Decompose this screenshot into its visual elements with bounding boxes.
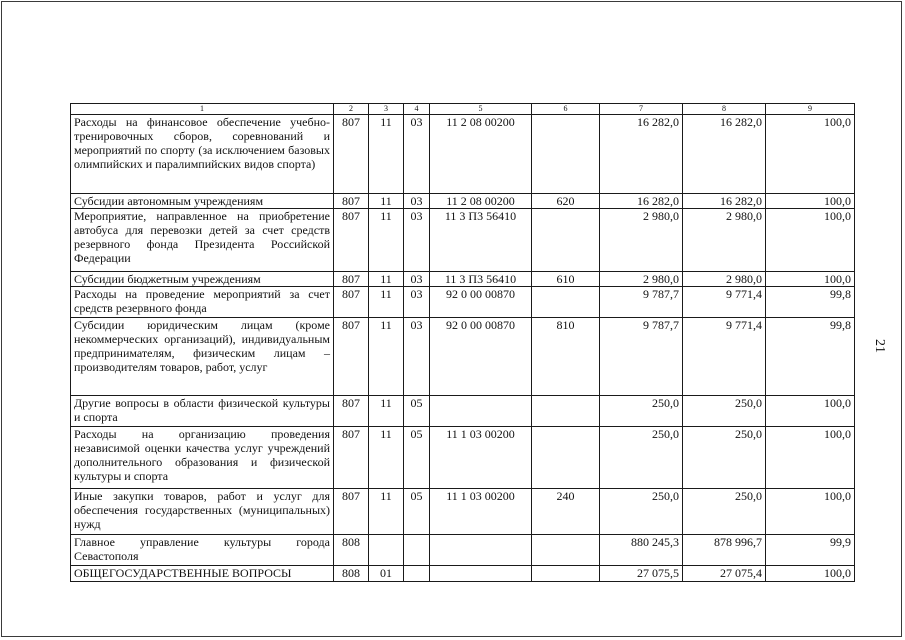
- section-cell: 11: [369, 272, 404, 287]
- section-cell: 11: [369, 396, 404, 427]
- actual-amount-cell: 9 771,4: [683, 287, 766, 318]
- planned-amount-cell: 27 075,5: [600, 566, 683, 582]
- ministry-code-cell: 807: [334, 318, 369, 396]
- row-name-cell: Мероприятие, направленное на приобретение автобуса для перевозки детей за счет средств резервного фонда Президента Российской Федерации: [71, 209, 334, 272]
- row-name-cell: Другие вопросы в области физической культуры и спорта: [71, 396, 334, 427]
- target-article-cell: [430, 396, 532, 427]
- expense-type-cell: 810: [532, 318, 600, 396]
- target-article-cell: 11 3 П3 56410: [430, 209, 532, 272]
- table-row: [71, 115, 855, 194]
- planned-amount-cell: 250,0: [600, 489, 683, 535]
- planned-amount-cell: 16 282,0: [600, 115, 683, 194]
- actual-amount-cell: 250,0: [683, 396, 766, 427]
- subsection-cell: [404, 566, 430, 582]
- execution-percent-cell: 100,0: [766, 272, 855, 287]
- table-row: [71, 566, 855, 582]
- subsection-cell: 03: [404, 318, 430, 396]
- planned-amount-cell: 250,0: [600, 427, 683, 489]
- target-article-cell: 11 1 03 00200: [430, 489, 532, 535]
- expense-type-cell: 610: [532, 272, 600, 287]
- expense-type-cell: [532, 209, 600, 272]
- target-article-cell: [430, 566, 532, 582]
- expense-type-cell: [532, 115, 600, 194]
- planned-amount-cell: 9 787,7: [600, 318, 683, 396]
- expense-type-cell: 620: [532, 194, 600, 209]
- expense-type-cell: [532, 535, 600, 566]
- actual-amount-cell: 878 996,7: [683, 535, 766, 566]
- header-cell: 2: [334, 104, 369, 115]
- planned-amount-cell: 2 980,0: [600, 209, 683, 272]
- header-cell: 1: [71, 104, 334, 115]
- actual-amount-cell: 27 075,4: [683, 566, 766, 582]
- ministry-code-cell: 807: [334, 287, 369, 318]
- section-cell: 11: [369, 115, 404, 194]
- row-name-cell: Расходы на финансовое обеспечение учебно-тренировочных сборов, соревнований и мероприятий по спорту (за исключением базовых олимпийских и паралимпийских видов спорта): [71, 115, 334, 194]
- row-name-cell: Расходы на организацию проведения независимой оценки качества услуг учреждений дополнительного образования и физической культуры и спорта: [71, 427, 334, 489]
- actual-amount-cell: 250,0: [683, 489, 766, 535]
- execution-percent-cell: 100,0: [766, 194, 855, 209]
- row-name-cell: Расходы на проведение мероприятий за счет средств резервного фонда: [71, 287, 334, 318]
- target-article-cell: 11 2 08 00200: [430, 194, 532, 209]
- expense-type-cell: [532, 566, 600, 582]
- section-cell: 01: [369, 566, 404, 582]
- target-article-cell: [430, 535, 532, 566]
- subsection-cell: 03: [404, 287, 430, 318]
- subsection-cell: 03: [404, 115, 430, 194]
- execution-percent-cell: 100,0: [766, 566, 855, 582]
- table-row: [71, 209, 855, 272]
- execution-percent-cell: 100,0: [766, 489, 855, 535]
- planned-amount-cell: 2 980,0: [600, 272, 683, 287]
- section-cell: [369, 535, 404, 566]
- page-number: 21: [872, 339, 887, 353]
- actual-amount-cell: 250,0: [683, 427, 766, 489]
- actual-amount-cell: 2 980,0: [683, 209, 766, 272]
- header-cell: 9: [766, 104, 855, 115]
- table-row: [71, 396, 855, 427]
- section-cell: 11: [369, 318, 404, 396]
- ministry-code-cell: 807: [334, 115, 369, 194]
- expense-type-cell: [532, 287, 600, 318]
- ministry-code-cell: 807: [334, 427, 369, 489]
- execution-percent-cell: 100,0: [766, 396, 855, 427]
- section-cell: 11: [369, 489, 404, 535]
- table-row: [71, 272, 855, 287]
- subsection-cell: 05: [404, 489, 430, 535]
- ministry-code-cell: 808: [334, 566, 369, 582]
- ministry-code-cell: 807: [334, 209, 369, 272]
- ministry-code-cell: 807: [334, 396, 369, 427]
- ministry-code-cell: 808: [334, 535, 369, 566]
- target-article-cell: 92 0 00 00870: [430, 318, 532, 396]
- ministry-code-cell: 807: [334, 489, 369, 535]
- ministry-code-cell: 807: [334, 194, 369, 209]
- row-name-cell: Главное управление культуры города Севастополя: [71, 535, 334, 566]
- target-article-cell: 11 3 П3 56410: [430, 272, 532, 287]
- table-row: [71, 194, 855, 209]
- header-cell: 7: [600, 104, 683, 115]
- header-cell: 5: [430, 104, 532, 115]
- actual-amount-cell: 16 282,0: [683, 194, 766, 209]
- planned-amount-cell: 880 245,3: [600, 535, 683, 566]
- header-cell: 6: [532, 104, 600, 115]
- budget-table: [70, 103, 855, 582]
- table-row: [71, 535, 855, 566]
- expense-type-cell: [532, 427, 600, 489]
- actual-amount-cell: 16 282,0: [683, 115, 766, 194]
- section-cell: 11: [369, 209, 404, 272]
- execution-percent-cell: 100,0: [766, 209, 855, 272]
- execution-percent-cell: 99,8: [766, 287, 855, 318]
- expense-type-cell: [532, 396, 600, 427]
- row-name-cell: Иные закупки товаров, работ и услуг для обеспечения государственных (муниципальных) нужд: [71, 489, 334, 535]
- execution-percent-cell: 100,0: [766, 115, 855, 194]
- execution-percent-cell: 99,9: [766, 535, 855, 566]
- target-article-cell: 92 0 00 00870: [430, 287, 532, 318]
- table-row: [71, 287, 855, 318]
- subsection-cell: 05: [404, 427, 430, 489]
- planned-amount-cell: 250,0: [600, 396, 683, 427]
- target-article-cell: 11 2 08 00200: [430, 115, 532, 194]
- subsection-cell: 03: [404, 209, 430, 272]
- header-cell: 8: [683, 104, 766, 115]
- subsection-cell: 05: [404, 396, 430, 427]
- ministry-code-cell: 807: [334, 272, 369, 287]
- row-name-cell: Субсидии юридическим лицам (кроме некоммерческих организаций), индивидуальным предпринимателям, физическим лицам – производителям товаров, работ, услуг: [71, 318, 334, 396]
- table-row: [71, 427, 855, 489]
- table-row: [71, 318, 855, 396]
- table-header-row: [71, 104, 855, 115]
- execution-percent-cell: 100,0: [766, 427, 855, 489]
- actual-amount-cell: 2 980,0: [683, 272, 766, 287]
- section-cell: 11: [369, 427, 404, 489]
- row-name-cell: Субсидии бюджетным учреждениям: [71, 272, 334, 287]
- section-cell: 11: [369, 287, 404, 318]
- table-row: [71, 489, 855, 535]
- planned-amount-cell: 16 282,0: [600, 194, 683, 209]
- planned-amount-cell: 9 787,7: [600, 287, 683, 318]
- actual-amount-cell: 9 771,4: [683, 318, 766, 396]
- section-cell: 11: [369, 194, 404, 209]
- header-cell: 4: [404, 104, 430, 115]
- target-article-cell: 11 1 03 00200: [430, 427, 532, 489]
- header-cell: 3: [369, 104, 404, 115]
- row-name-cell: ОБЩЕГОСУДАРСТВЕННЫЕ ВОПРОСЫ: [71, 566, 334, 582]
- expense-type-cell: 240: [532, 489, 600, 535]
- subsection-cell: 03: [404, 194, 430, 209]
- row-name-cell: Субсидии автономным учреждениям: [71, 194, 334, 209]
- execution-percent-cell: 99,8: [766, 318, 855, 396]
- subsection-cell: [404, 535, 430, 566]
- subsection-cell: 03: [404, 272, 430, 287]
